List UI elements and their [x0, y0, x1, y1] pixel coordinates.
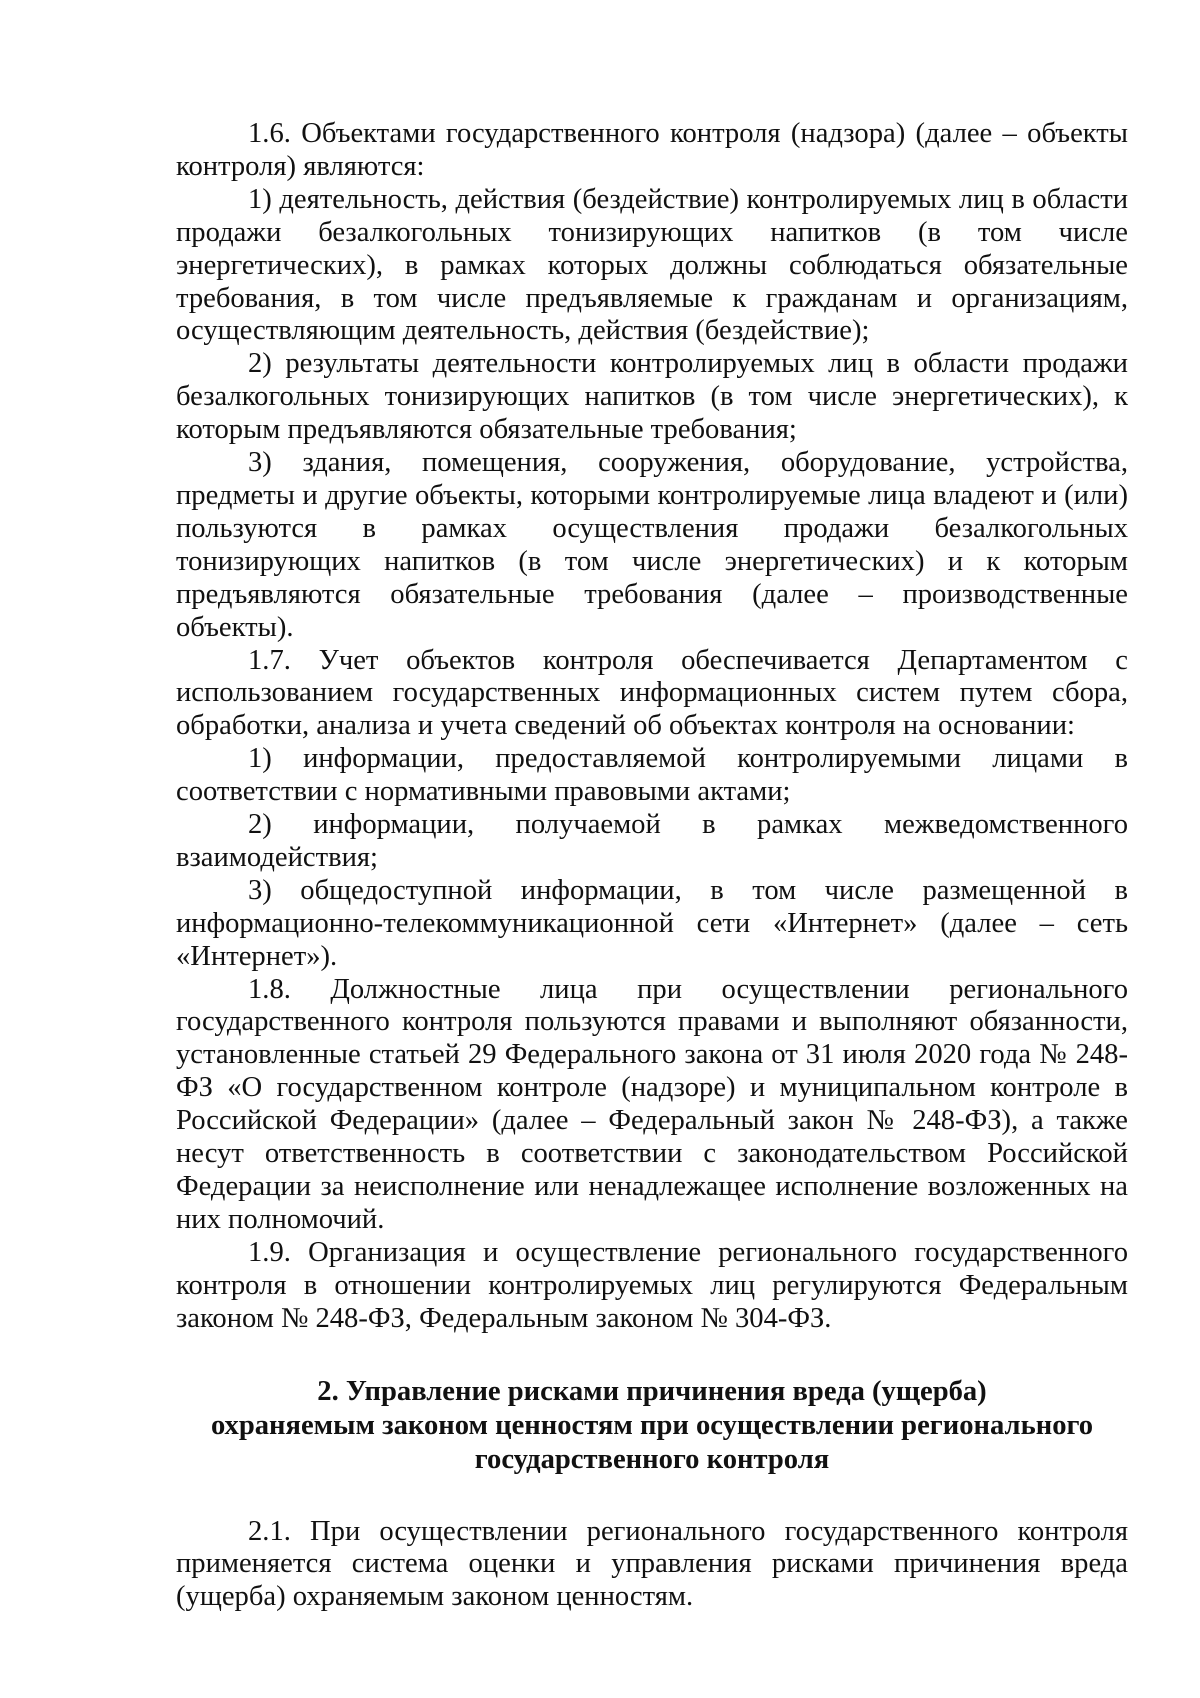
section-2-heading — [176, 1375, 1128, 1477]
paragraph-1-7-item-1: 1) информации, предоставляемой контролируемыми лицами в соответствии с нормативными правовыми актами; — [176, 743, 1128, 808]
paragraph-1-6-item-3: 3) здания, помещения, сооружения, оборудование, устройства, предметы и другие объекты, которыми контролируемые лица владеют и (или) пользуются в рамках осуществления продажи безалкогольных тонизирующих напитков (в том числе энергетических) и к которым предъявляются обязательные требования (далее – производственные объекты). — [176, 447, 1128, 643]
paragraph-1-9: 1.9. Организация и осуществление регионального государственного контроля в отношении контролируемых лиц регулируются Федеральным законом № 248-ФЗ, Федеральным законом № 304-ФЗ. — [176, 1236, 1128, 1334]
section-heading-line-3: государственного контроля — [474, 1443, 830, 1475]
paragraph-1-8: 1.8. Должностные лица при осуществлении регионального государственного контроля пользуются правами и выполняют обязанности, установленные статьей 29 Федерального закона от 31 июля 2020 года № 248-ФЗ «О государственном контроле (надзоре) и муниципальном контроле в Российской Федерации» (далее – Федеральный закон № 248-ФЗ), а также несут ответственность в соответствии с законодательством Российской Федерации за неисполнение или ненадлежащее исполнение возложенных на них полномочий. — [176, 973, 1128, 1235]
paragraph-1-7-item-2: 2) информации, получаемой в рамках межведомственного взаимодействия; — [176, 809, 1128, 873]
section-heading-line-2: охраняемым законом ценностям при осуществлении регионального — [210, 1409, 1094, 1441]
paragraph-2-1: 2.1. При осуществлении регионального государственного контроля применяется система оценки и управления рисками причинения вреда (ущерба) охраняемым законом ценностям. — [176, 1515, 1128, 1613]
paragraph-1-7-item-3: 3) общедоступной информации, в том числе размещенной в информационно-телекоммуникационной сети «Интернет» (далее – сеть «Интернет»). — [176, 874, 1128, 972]
paragraph-1-6-item-2: 2) результаты деятельности контролируемых лиц в области продажи безалкогольных тонизирующих напитков (в том числе энергетических), к которым предъявляются обязательные требования; — [176, 348, 1128, 446]
section-heading-line-1: 2. Управление рисками причинения вреда (ущерба) — [317, 1375, 987, 1407]
document-body — [176, 118, 1128, 1614]
paragraph-1-7: 1.7. Учет объектов контроля обеспечивается Департаментом с использованием государственных информационных систем путем сбора, обработки, анализа и учета сведений об объектах контроля на основании: — [176, 644, 1128, 742]
paragraph-1-6: 1.6. Объектами государственного контроля (надзора) (далее – объекты контроля) являются: — [176, 118, 1128, 182]
paragraph-1-6-item-1: 1) деятельность, действия (бездействие) контролируемых лиц в области продажи безалкогольных тонизирующих напитков (в том числе энергетических), в рамках которых должны соблюдаться обязательные требования, в том числе предъявляемые к гражданам и организациям, осуществляющим деятельность, действия (бездействие); — [176, 183, 1128, 347]
